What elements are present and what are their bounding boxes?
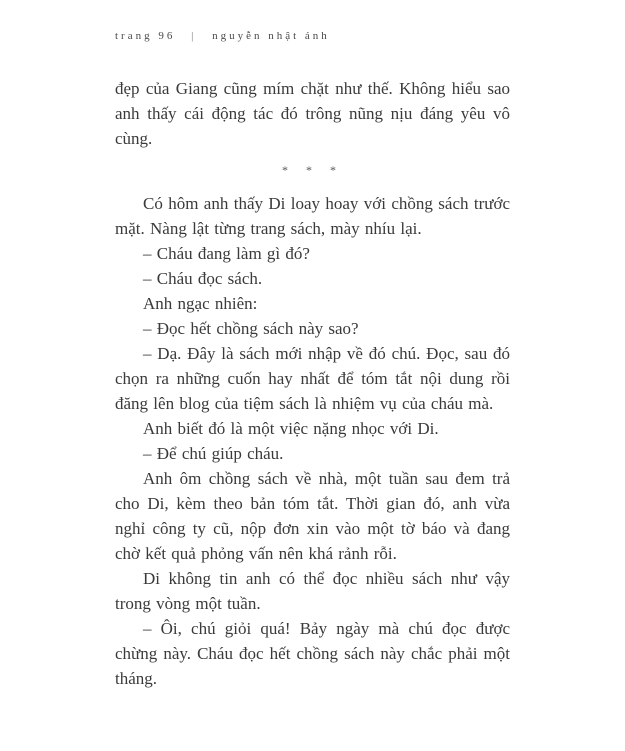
- dialogue-line: – Dạ. Đây là sách mới nhập về đó chú. Đọc, sau đó chọn ra những cuốn hay nhất để tóm tắt nội dung rồi đăng lên blog của tiệm sách là nhiệm vụ của cháu mà.: [115, 344, 510, 413]
- dialogue-line: – Cháu đọc sách.: [143, 269, 263, 288]
- page-content: [115, 76, 510, 691]
- dialogue-line: – Cháu đang làm gì đó?: [143, 244, 310, 263]
- paragraph: Di không tin anh có thể đọc nhiều sách như vậy trong vòng một tuần.: [115, 569, 510, 613]
- paragraph-continuation: đẹp của Giang cũng mím chặt như thế. Không hiểu sao anh thấy cái động tác đó trông nũng nịu đáng yêu vô cùng.: [115, 79, 510, 148]
- dialogue-line: – Để chú giúp cháu.: [143, 444, 284, 463]
- page-number-label: trang 96: [115, 30, 176, 42]
- dialogue-line: – Ôi, chú giỏi quá! Bảy ngày mà chú đọc được chừng này. Cháu đọc hết chồng sách này chắc phải một tháng.: [115, 619, 510, 688]
- header-divider: |: [191, 30, 197, 42]
- paragraph: Anh ngạc nhiên:: [143, 294, 258, 313]
- paragraph: Anh biết đó là một việc nặng nhọc với Di.: [143, 419, 439, 438]
- paragraph: Anh ôm chồng sách về nhà, một tuần sau đem trả cho Di, kèm theo bản tóm tắt. Thời gian đó, anh vừa nghỉ công ty cũ, nộp đơn xin vào một tờ báo và đang chờ kết quả phỏng vấn nên khá rảnh rỗi.: [115, 469, 510, 563]
- author-name: nguyễn nhật ánh: [212, 30, 330, 42]
- page-header: [115, 30, 510, 42]
- section-separator: * * *: [282, 163, 343, 177]
- paragraph: Có hôm anh thấy Di loay hoay với chồng sách trước mặt. Nàng lật từng trang sách, mày nhíu lại.: [115, 194, 510, 238]
- dialogue-line: – Đọc hết chồng sách này sao?: [143, 319, 359, 338]
